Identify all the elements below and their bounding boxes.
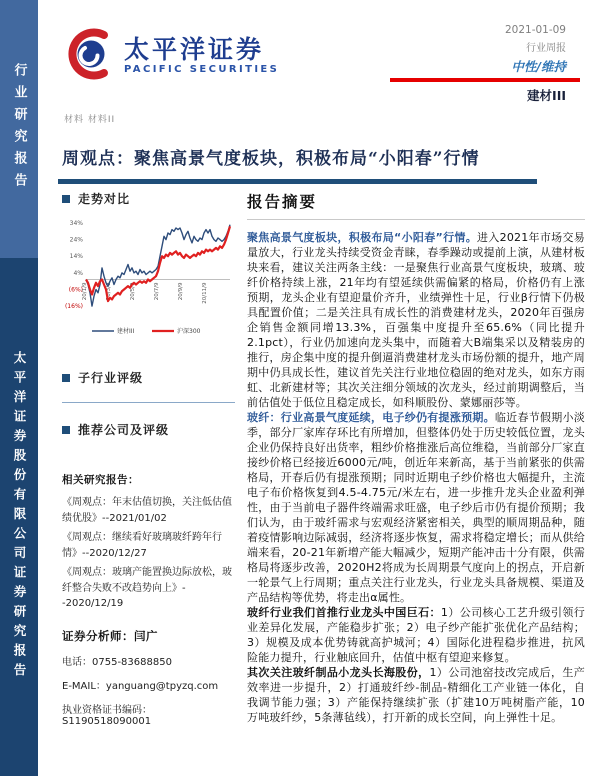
analyst-name: 证券分析师：闫广 [62, 628, 158, 643]
svg-text:20/3/9: 20/3/9 [106, 282, 112, 301]
paragraph-lead: 其次关注玻纤制品小龙头长海股份， [247, 666, 430, 679]
page-title: 周观点：聚焦高景气度板块，积极布局“小阳春”行情 [62, 149, 480, 169]
svg-text:沪深300: 沪深300 [177, 328, 201, 335]
paragraph-lead: 玻纤行业我们首推行业龙头中国巨石： [247, 606, 441, 619]
analyst-email: E-MAIL：yanguang@tpyzq.com [62, 680, 219, 692]
sidebar-bottom-label: 太平洋证券股份有限公司证券研究报告 [12, 351, 27, 683]
summary-paragraph: 聚焦高景气度板块，积极布局“小阳春”行情。进入2021年市场交易量放大，行业龙头持续受资金青睐，春季躁动或提前上演，从建材板块来看，建议关注两条主线：一是聚焦行业高景气度板块，玻璃、玻纤价格持续上涨，21年均有望延续供需偏紧的格局，价格仍有上涨预期，龙头企业有望迎量价齐升，业绩弹性十足，行业β行情下仍极具配置价值；二是关注具有成长性的消费建材龙头，2020年百强房企销售金额同增13.3%，百强集中度提升至65.6%（同比提升2.1pct），行业仍加速向龙头集中，而随着大B端集采以及精装房的推行，房企集中度的提升倒逼消费建材龙头市场份额的提升，地产周期中仍具成长性，建议首先关注行业地位稳固的绝对龙头，如东方雨虹、北新建材等；其次关注细分领域的次龙头，经过前期调整后，当前估值处于低位且稳定成长，如科顺股份、蒙娜丽莎等。 [247, 231, 585, 409]
summary-body [247, 230, 585, 725]
svg-text:20/9/9: 20/9/9 [178, 282, 184, 301]
section-sub-rating [62, 369, 235, 386]
related-report-item: 《周观点：玻璃产能置换边际放松，玻纤整合失败不改趋势向上》--2020/12/19 [62, 567, 232, 609]
square-bullet-icon [62, 195, 70, 203]
sidebar-bottom-band [0, 258, 38, 776]
svg-text:34%: 34% [69, 220, 83, 227]
section-trend [62, 190, 235, 207]
report-type: 行业周报 [526, 43, 566, 54]
related-report-item: 《周观点：年末估值切换，关注低估值绩优股》--2021/01/02 [62, 497, 232, 524]
svg-text:20/11/9: 20/11/9 [202, 282, 208, 304]
sub-rating-heading: 子行业评级 [78, 371, 144, 385]
svg-text:14%: 14% [69, 253, 83, 261]
paragraph-lead: 聚焦高景气度板块，积极布局“小阳春”行情。 [247, 231, 478, 244]
report-meta [390, 24, 580, 104]
svg-text:24%: 24% [69, 236, 83, 244]
svg-text:建材III: 建材III [117, 328, 135, 335]
section-recommend [62, 421, 235, 438]
svg-text:20/7/9: 20/7/9 [154, 282, 160, 301]
report-date: 2021-01-09 [504, 24, 566, 36]
related-reports-heading: 相关研究报告： [62, 474, 139, 486]
related-reports-list [62, 495, 235, 612]
left-column-divider [62, 402, 235, 403]
sidebar-top-label: 行业研究报告 [11, 63, 27, 195]
trend-heading: 走势对比 [78, 192, 131, 206]
square-bullet-icon [62, 374, 70, 382]
square-bullet-icon [62, 426, 70, 434]
red-divider [390, 78, 580, 82]
logo-name-cn: 太平洋证券 [124, 35, 265, 65]
title-rule [58, 179, 537, 184]
industry-rating: 中性/维持 [511, 59, 566, 74]
sidebar-top-band [0, 0, 38, 258]
svg-text:(16%): (16%) [64, 303, 83, 311]
left-column [62, 190, 235, 727]
logo-text [124, 37, 279, 74]
summary-paragraph: 其次关注玻纤制品小龙头长海股份，1）公司池窑技改完成后，生产效率进一步提升，2）打通玻纤纱-制品-精细化工产业链一体化，自我调节能力强；3）产能保持继续扩张（扩建10万吨树脂产能，10万吨玻纤纱，5条薄毡线），打开新的成长空间，向上弹性十足。 [247, 666, 585, 724]
analyst-license: 执业资格证书编码：S1190518090001 [62, 704, 152, 727]
company-logo [62, 26, 279, 86]
svg-text:(6%): (6%) [68, 286, 83, 294]
summary-heading: 报告摘要 [247, 190, 585, 220]
recommend-heading: 推荐公司及评级 [78, 423, 170, 437]
summary-paragraph: 玻纤行业我们首推行业龙头中国巨石：1）公司核心工艺升级引领行业差异化发展，产能稳步扩张；2）电子纱产能扩张优化产品结构；3）规模及成本优势铸就高护城河；4）国际化进程稳步推进，抗风险能力提升，行业触底回升，估值中枢有望迎来修复。 [247, 606, 585, 664]
summary-column [247, 190, 585, 727]
breadcrumb: 材料 材料II [64, 115, 116, 125]
logo-name-en: PACIFIC SECURITIES [124, 63, 280, 75]
svg-text:20/5/9: 20/5/9 [130, 282, 136, 301]
pacific-securities-logo-icon [62, 26, 116, 86]
industry-name: 建材III [527, 88, 566, 103]
analyst-phone: 电话：0755-83688850 [62, 656, 172, 668]
summary-paragraph: 玻纤：行业高景气度延续，电子纱仍有提涨预期。临近春节假期小淡季，部分厂家库存环比有所增加，但整体仍处于历史较低位置，龙头企业仍保持良好出货率，粗纱价格推涨后高位维稳，当前部分厂家直接纱价格已经接近6000元/吨，创近年来新高，基于当前紧张的供需格局，开春后仍有提涨预期；同时近期电子纱价格也大幅提升，主流电子布价格恢复到4.5-4.75元/米左右，进一步推升龙头企业盈利弹性，由于当前电子器件终端需求旺盛，电子纱后市仍有提价预期；我们认为，由于玻纤需求与宏观经济紧密相关，典型的顺周期品种，随着疫情影响边际减弱，经济将逐步恢复，需求将稳定增长；而从供给端来看，20-21年新增产能大幅减少，短期产能冲击十分有限，供需格局将逐步改善，2020H2将成为长周期景气度向上的拐点，开启新一轮景气上行周期；重点关注行业龙头，行业龙头具备规模、渠道及产品结构等优势，将走出α属性。 [247, 411, 585, 604]
related-report-item: 《周观点：继续看好玻璃玻纤跨年行情》--2020/12/27 [62, 532, 222, 559]
paragraph-lead: 玻纤：行业高景气度延续，电子纱仍有提涨预期。 [247, 411, 495, 424]
trend-chart [62, 213, 235, 341]
svg-text:4%: 4% [73, 269, 83, 277]
sidebar [0, 0, 38, 776]
svg-text:20/1/9: 20/1/9 [82, 282, 88, 301]
